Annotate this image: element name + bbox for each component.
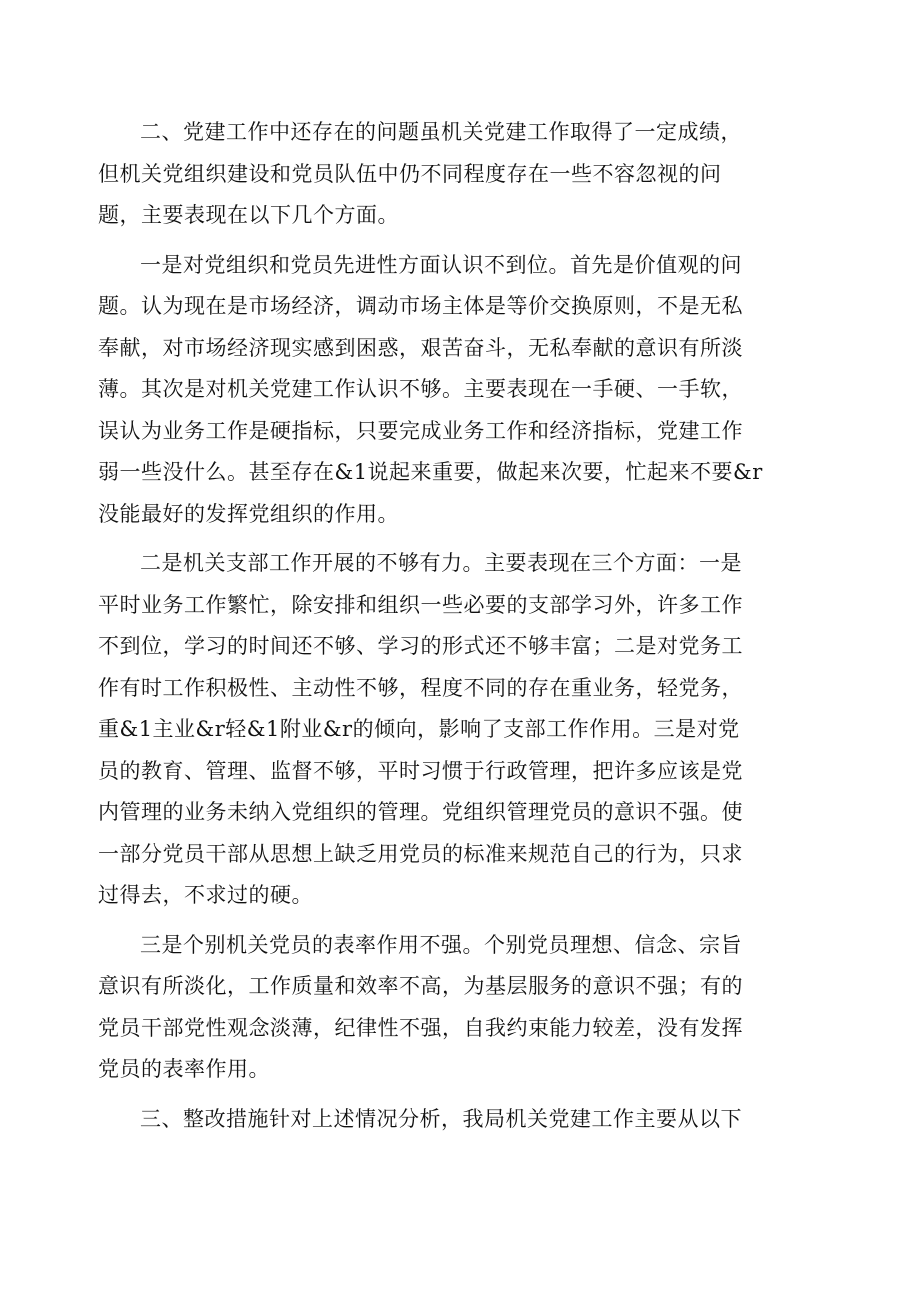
text-line: 党员的表率作用。 xyxy=(98,1057,270,1081)
paragraph-point-two xyxy=(98,543,790,917)
text-line: 二、党建工作中还存在的问题虽机关党建工作取得了一定成绩， xyxy=(140,120,742,144)
text-line: 一部分党员干部从思想上缺乏用党员的标准来规范自己的行为，只求 xyxy=(98,841,743,866)
text-line: 题。认为现在是市场经济，调动市场主体是等价交换原则，不是无私 xyxy=(98,294,743,318)
text-line: 弱一些没什么。甚至存在&1说起来重要，做起来次要，忙起来不要&r xyxy=(98,460,763,484)
text-line: 薄。其次是对机关党建工作认识不够。主要表现在一手硬、一手软， xyxy=(98,377,743,401)
text-line: 平时业务工作繁忙，除安排和组织一些必要的支部学习外，许多工作 xyxy=(98,592,743,617)
paragraph-point-three xyxy=(98,925,790,1091)
text-line: 党员干部党性观念淡薄，纪律性不强，自我约束能力较差，没有发挥 xyxy=(98,1015,743,1040)
text-line: 员的教育、管理、监督不够，平时习惯于行政管理，把许多应该是党 xyxy=(98,758,743,783)
text-line: 奉献，对市场经济现实感到困惑，艰苦奋斗，无私奉献的意识有所淡 xyxy=(98,335,743,360)
document-body xyxy=(98,112,790,1148)
paragraph-point-one xyxy=(98,245,790,536)
text-line: 二是机关支部工作开展的不够有力。主要表现在三个方面：一是 xyxy=(140,551,742,575)
text-line: 没能最好的发挥党组织的作用。 xyxy=(98,501,399,526)
paragraph-rectification-intro xyxy=(140,1099,790,1141)
paragraph-problems-intro xyxy=(98,112,790,237)
text-line: 但机关党组织建设和党员队伍中仍不同程度存在一些不容忽视的问 xyxy=(98,161,722,186)
text-line: 题，主要表现在以下几个方面。 xyxy=(98,203,399,227)
text-line: 过得去，不求过的硬。 xyxy=(98,883,313,907)
text-line: 三是个别机关党员的表率作用不强。个别党员理想、信念、宗旨 xyxy=(140,932,742,957)
text-line: 三、整改措施针对上述情况分析，我局机关党建工作主要从以下 xyxy=(140,1106,742,1131)
text-line: 重&1主业&r轻&1附业&r的倾向，影响了支部工作作用。三是对党 xyxy=(98,717,740,741)
text-line: 意识有所淡化，工作质量和效率不高，为基层服务的意识不强；有的 xyxy=(98,974,743,998)
text-line: 内管理的业务未纳入党组织的管理。党组织管理党员的意识不强。使 xyxy=(98,800,743,824)
text-line: 不到位，学习的时间还不够、学习的形式还不够丰富；二是对党务工 xyxy=(98,634,743,658)
text-line: 一是对党组织和党员先进性方面认识不到位。首先是价值观的问 xyxy=(140,252,742,277)
text-line: 误认为业务工作是硬指标，只要完成业务工作和经济指标，党建工作 xyxy=(98,418,743,443)
text-line: 作有时工作积极性、主动性不够，程度不同的存在重业务，轻党务， xyxy=(98,675,743,700)
